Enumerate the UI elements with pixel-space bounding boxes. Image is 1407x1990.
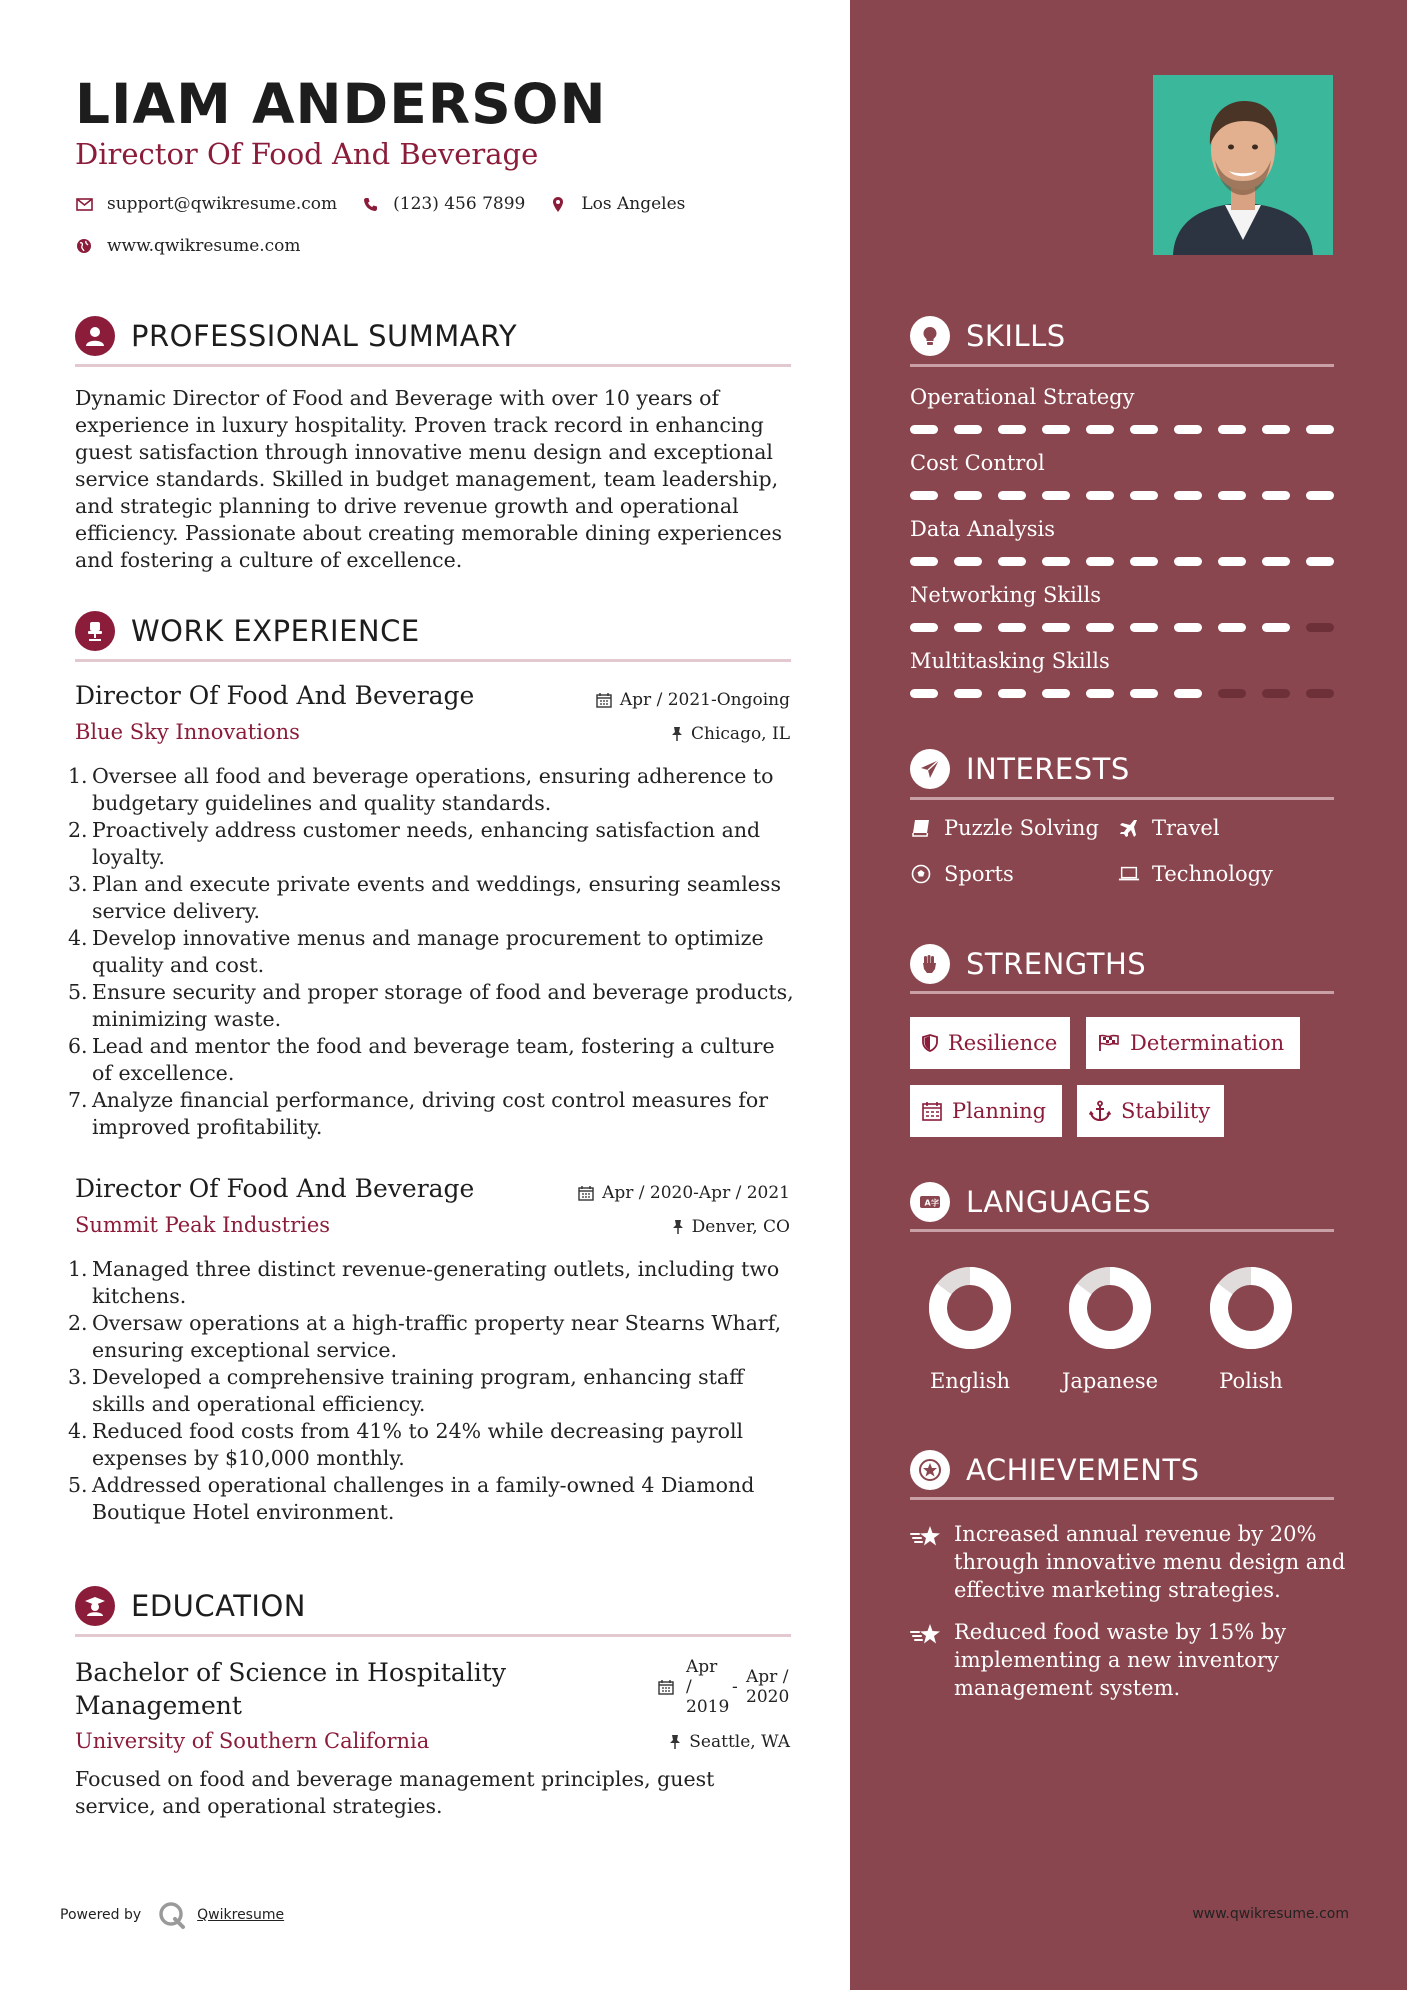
skills-divider: [910, 364, 1334, 367]
interest-item: Technology: [1118, 862, 1273, 886]
language-name: English: [929, 1369, 1011, 1393]
skill-level-segment: [1086, 557, 1114, 566]
skill-level-segment: [1086, 425, 1114, 434]
job-1-dates-text: Apr / 2021-Ongoing: [619, 690, 790, 710]
job-2-title: Director Of Food And Beverage: [75, 1174, 475, 1203]
skill-name: Cost Control: [910, 451, 1045, 475]
edu-start: Apr / 2019: [686, 1657, 730, 1717]
shooting-star-icon: [910, 1520, 942, 1604]
skill-bar: [910, 557, 1350, 566]
shooting-star-icon: [910, 1618, 942, 1702]
skills-title: SKILLS: [966, 319, 1066, 353]
summary-heading: [75, 316, 517, 356]
book-icon: [910, 819, 932, 837]
languages-divider: [910, 1229, 1334, 1232]
list-item: 5. Addressed operational challenges in a family-owned 4 Diamond Boutique Hotel environment.: [68, 1473, 755, 1524]
interest-item: Sports: [910, 862, 1014, 886]
skill-level-segment: [954, 623, 982, 632]
language-name: Polish: [1219, 1369, 1283, 1393]
list-item: 4. Develop innovative menus and manage procurement to optimize quality and cost.: [68, 926, 764, 977]
location-text: Los Angeles: [581, 194, 686, 214]
skill-name: Data Analysis: [910, 517, 1056, 541]
skill-level-segment: [1306, 623, 1334, 632]
job-2-company: Summit Peak Industries: [75, 1213, 331, 1237]
job-2-location-text: Denver, CO: [691, 1217, 790, 1237]
skill-level-segment: [910, 689, 938, 698]
skill-level-segment: [954, 425, 982, 434]
skill-level-segment: [1218, 623, 1246, 632]
skill-level-segment: [1262, 425, 1290, 434]
language-donut: [1208, 1265, 1294, 1351]
skill-level-segment: [998, 557, 1026, 566]
achievements-heading: [910, 1450, 1200, 1490]
job-2-dates: [578, 1183, 790, 1203]
skill-level-segment: [998, 491, 1026, 500]
edu-end: Apr / 2020: [746, 1667, 790, 1707]
skill-level-segment: [998, 425, 1026, 434]
website-text: www.qwikresume.com: [107, 236, 301, 256]
map-pin-icon: [549, 195, 567, 213]
skill-level-segment: [954, 689, 982, 698]
language-donut: [927, 1265, 1013, 1351]
skill-bar: [910, 623, 1350, 632]
experience-divider: [75, 659, 791, 662]
job-1-location: [671, 724, 790, 744]
profile-photo: [1153, 75, 1333, 255]
list-item: 2. Proactively address customer needs, enhancing satisfaction and loyalty.: [68, 818, 761, 869]
skill-level-segment: [1086, 491, 1114, 500]
contact-website[interactable]: [75, 236, 301, 256]
skill-level-segment: [1218, 425, 1246, 434]
achievement-item: Increased annual revenue by 20% through innovative menu design and effective marketing strategies.: [910, 1520, 1350, 1604]
footer-website[interactable]: www.qwikresume.com: [1192, 1906, 1349, 1922]
contact-row-2: [75, 236, 325, 256]
summary-text: Dynamic Director of Food and Beverage with over 10 years of experience in luxury hospitality. Proven track record in enhancing guest satisfaction through innovative menu design and exceptional service standards. Skilled in budget management, team leadership, and strategic planning to drive revenue growth and operational efficiency. Passionate about creating memorable dining experiences and fostering a culture of excellence.: [75, 386, 783, 572]
education-dates: [658, 1657, 790, 1717]
list-item: 2. Oversaw operations at a high-traffic property near Stearns Wharf, ensuring exceptional service.: [68, 1311, 782, 1362]
interest-item: Travel: [1118, 816, 1220, 840]
checkered-flag-icon: [1098, 1034, 1120, 1052]
skill-level-segment: [998, 623, 1026, 632]
list-item: 3. Plan and execute private events and weddings, ensuring seamless service delivery.: [68, 872, 781, 923]
language-item: [1191, 1265, 1311, 1393]
anchor-icon: [1089, 1100, 1111, 1122]
skill-bar: [910, 689, 1350, 698]
list-item: 1. Oversee all food and beverage operations, ensuring adherence to budgetary guidelines and quality standards.: [68, 764, 774, 815]
education-title: EDUCATION: [131, 1589, 307, 1623]
education-heading: [75, 1586, 306, 1626]
job-2-dates-text: Apr / 2020-Apr / 2021: [602, 1183, 790, 1203]
skills-heading: [910, 316, 1066, 356]
achievements-divider: [910, 1497, 1334, 1500]
education-location: [669, 1732, 790, 1752]
lightbulb-icon: [910, 316, 950, 356]
skill-level-segment: [1306, 689, 1334, 698]
candidate-role: Director Of Food And Beverage: [75, 137, 539, 171]
strengths-heading: [910, 944, 1146, 984]
qwikresume-logo-icon: [157, 1900, 187, 1930]
interest-item: Puzzle Solving: [910, 816, 1099, 840]
job-1-dates: [596, 690, 790, 710]
user-icon: [75, 316, 115, 356]
paper-plane-icon: [910, 749, 950, 789]
graduate-icon: [75, 1586, 115, 1626]
skill-name: Operational Strategy: [910, 385, 1135, 409]
skill-level-segment: [910, 491, 938, 500]
skill-level-segment: [1174, 557, 1202, 566]
strength-tag: Planning: [910, 1085, 1062, 1137]
skill-level-segment: [1086, 623, 1114, 632]
skill-level-segment: [1042, 689, 1070, 698]
education-divider: [75, 1634, 791, 1637]
skill-level-segment: [1174, 491, 1202, 500]
email-text: support@qwikresume.com: [107, 194, 338, 214]
skill-level-segment: [1130, 557, 1158, 566]
skill-level-segment: [1130, 425, 1158, 434]
laptop-icon: [1118, 865, 1140, 883]
plane-icon: [1118, 818, 1140, 838]
skill-level-segment: [1306, 557, 1334, 566]
calendar-icon: [658, 1679, 674, 1695]
office-chair-icon: [75, 611, 115, 651]
school-name: University of Southern California: [75, 1729, 430, 1753]
interests-heading: [910, 749, 1130, 789]
degree-line-2: Management: [75, 1691, 242, 1720]
experience-title: WORK EXPERIENCE: [131, 614, 420, 648]
powered-by: [60, 1900, 284, 1930]
skill-level-segment: [1130, 491, 1158, 500]
skill-level-segment: [1042, 491, 1070, 500]
qwikresume-link[interactable]: Qwikresume: [197, 1907, 285, 1923]
skill-name: Networking Skills: [910, 583, 1102, 607]
job-1-bullets: [68, 763, 798, 1141]
job-1-company: Blue Sky Innovations: [75, 720, 300, 744]
skill-level-segment: [1218, 557, 1246, 566]
list-item: 4. Reduced food costs from 41% to 24% while decreasing payroll expenses by $10,000 monthly.: [68, 1419, 744, 1470]
skill-level-segment: [1130, 689, 1158, 698]
list-item: 7. Analyze financial performance, driving cost control measures for improved profitability.: [68, 1088, 768, 1139]
pushpin-icon: [669, 1734, 681, 1750]
languages-heading: [910, 1182, 1151, 1222]
svg-text:字: 字: [931, 1198, 939, 1208]
contact-email[interactable]: [75, 194, 337, 214]
language-donut: [1067, 1265, 1153, 1351]
calendar-icon: [578, 1185, 594, 1201]
skill-level-segment: [1042, 623, 1070, 632]
skill-level-segment: [1086, 689, 1114, 698]
summary-divider: [75, 364, 791, 367]
skill-level-segment: [1218, 689, 1246, 698]
powered-by-text: Powered by: [60, 1907, 142, 1923]
phone-icon: [361, 195, 379, 213]
envelope-icon: [75, 195, 93, 213]
strengths-title: STRENGTHS: [966, 947, 1147, 981]
skill-name: Multitasking Skills: [910, 649, 1110, 673]
skill-level-segment: [1306, 425, 1334, 434]
education-description: Focused on food and beverage management principles, guest service, and operational strategies.: [75, 1767, 715, 1818]
skill-level-segment: [1174, 623, 1202, 632]
raised-fist-icon: [910, 944, 950, 984]
degree-title: [75, 1656, 506, 1722]
summary-title: PROFESSIONAL SUMMARY: [131, 319, 518, 353]
strengths-divider: [910, 991, 1334, 994]
skill-level-segment: [998, 689, 1026, 698]
skill-level-segment: [910, 623, 938, 632]
list-item: 1. Managed three distinct revenue-generating outlets, including two kitchens.: [68, 1257, 780, 1308]
skill-bar: [910, 425, 1350, 434]
job-2-bullets: [68, 1256, 798, 1526]
degree-line-1: Bachelor of Science in Hospitality: [75, 1658, 506, 1687]
edu-dash: -: [732, 1677, 738, 1697]
list-item: 5. Ensure security and proper storage of food and beverage products, minimizing waste.: [68, 980, 794, 1031]
language-name: Japanese: [1061, 1369, 1159, 1393]
skill-level-segment: [1262, 689, 1290, 698]
skill-level-segment: [1130, 623, 1158, 632]
skill-level-segment: [1174, 425, 1202, 434]
skill-level-segment: [1306, 491, 1334, 500]
svg-text:A: A: [924, 1198, 931, 1208]
pushpin-icon: [671, 726, 683, 742]
phone-text: (123) 456 7899: [393, 194, 526, 214]
job-2-location: [672, 1217, 790, 1237]
interests-title: INTERESTS: [966, 752, 1130, 786]
contact-row: [75, 194, 709, 214]
pushpin-icon: [672, 1219, 684, 1235]
skill-level-segment: [1042, 557, 1070, 566]
skill-level-segment: [954, 491, 982, 500]
contact-location: [549, 194, 685, 214]
skill-level-segment: [1042, 425, 1070, 434]
star-badge-icon: [910, 1450, 950, 1490]
contact-phone[interactable]: [361, 194, 525, 214]
strength-tag: Determination: [1086, 1017, 1300, 1069]
job-1-location-text: Chicago, IL: [691, 724, 790, 744]
skill-bar: [910, 491, 1350, 500]
shield-icon: [922, 1034, 938, 1052]
skill-level-segment: [1218, 491, 1246, 500]
calendar-icon: [922, 1101, 942, 1121]
globe-icon: [75, 237, 93, 255]
skill-level-segment: [954, 557, 982, 566]
education-location-text: Seattle, WA: [689, 1732, 790, 1752]
calendar-icon: [596, 692, 612, 708]
candidate-name: LIAM ANDERSON: [75, 72, 607, 136]
language-item: [1050, 1265, 1170, 1393]
language-item: [910, 1265, 1030, 1393]
skill-level-segment: [1262, 491, 1290, 500]
list-item: 6. Lead and mentor the food and beverage team, fostering a culture of excellence.: [68, 1034, 775, 1085]
skill-level-segment: [1262, 623, 1290, 632]
skill-level-segment: [1174, 689, 1202, 698]
soccer-ball-icon: [910, 864, 932, 884]
sidebar: [850, 0, 1407, 1990]
skill-level-segment: [1262, 557, 1290, 566]
skill-level-segment: [910, 557, 938, 566]
skill-level-segment: [910, 425, 938, 434]
achievement-item: Reduced food waste by 15% by implementing a new inventory management system.: [910, 1618, 1350, 1702]
experience-heading: [75, 611, 420, 651]
job-1-title: Director Of Food And Beverage: [75, 681, 475, 710]
list-item: 3. Developed a comprehensive training program, enhancing staff skills and operational efficiency.: [68, 1365, 744, 1416]
strength-tag: Stability: [1077, 1085, 1224, 1137]
interests-divider: [910, 797, 1334, 800]
achievements-title: ACHIEVEMENTS: [966, 1453, 1200, 1487]
translate-icon: [910, 1182, 950, 1222]
languages-title: LANGUAGES: [966, 1185, 1152, 1219]
strength-tag: Resilience: [910, 1017, 1070, 1069]
